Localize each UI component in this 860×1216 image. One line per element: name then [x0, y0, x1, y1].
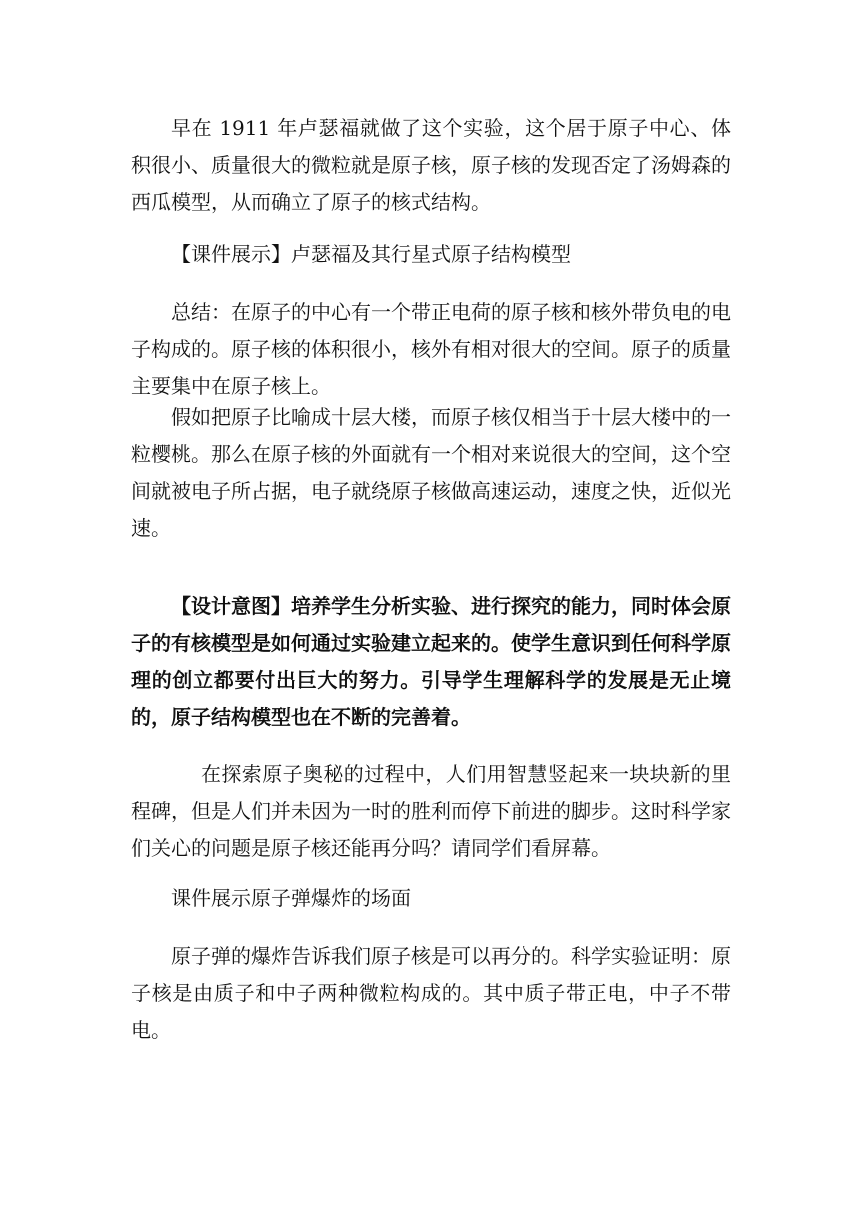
- paragraph-summary: 总结：在原子的中心有一个带正电荷的原子核和核外带负电的电子构成的。原子核的体积很小，核外有相对很大的空间。原子的质量主要集中在原子核上。: [131, 300, 731, 398]
- paragraph-rutherford-experiment: 早在 1911 年卢瑟福就做了这个实验，这个居于原子中心、体积很小、质量很大的微粒就是原子核，原子核的发现否定了汤姆森的西瓜模型，从而确立了原子的核式结构。: [131, 116, 731, 214]
- paragraph-design-intent: 【设计意图】培养学生分析实验、进行探究的能力，同时体会原子的有核模型是如何通过实验建立起来的。使学生意识到任何科学原理的创立都要付出巨大的努力。引导学生理解科学的发展是无止境的，原子结构模型也在不断的完善着。: [131, 594, 731, 729]
- paragraph-building-analogy: 假如把原子比喻成十层大楼，而原子核仅相当于十层大楼中的一粒樱桃。那么在原子核的外面就有一个相对来说很大的空间，这个空间就被电子所占据，电子就绕原子核做高速运动，速度之快，近似光速。: [131, 405, 731, 540]
- paragraph-atomic-bomb-display: 课件展示原子弹爆炸的场面: [171, 886, 411, 910]
- paragraph-nucleus-composition: 原子弹的爆炸告诉我们原子核是可以再分的。科学实验证明：原子核是由质子和中子两种微粒构成的。其中质子带正电，中子不带电。: [131, 944, 731, 1042]
- paragraph-courseware-model: 【课件展示】卢瑟福及其行星式原子结构模型: [171, 242, 571, 266]
- paragraph-exploration: 在探索原子奥秘的过程中，人们用智慧竖起来一块块新的里程碑，但是人们并未因为一时的胜利而停下前进的脚步。这时科学家们关心的问题是原子核还能再分吗？请同学们看屏幕。: [131, 762, 731, 860]
